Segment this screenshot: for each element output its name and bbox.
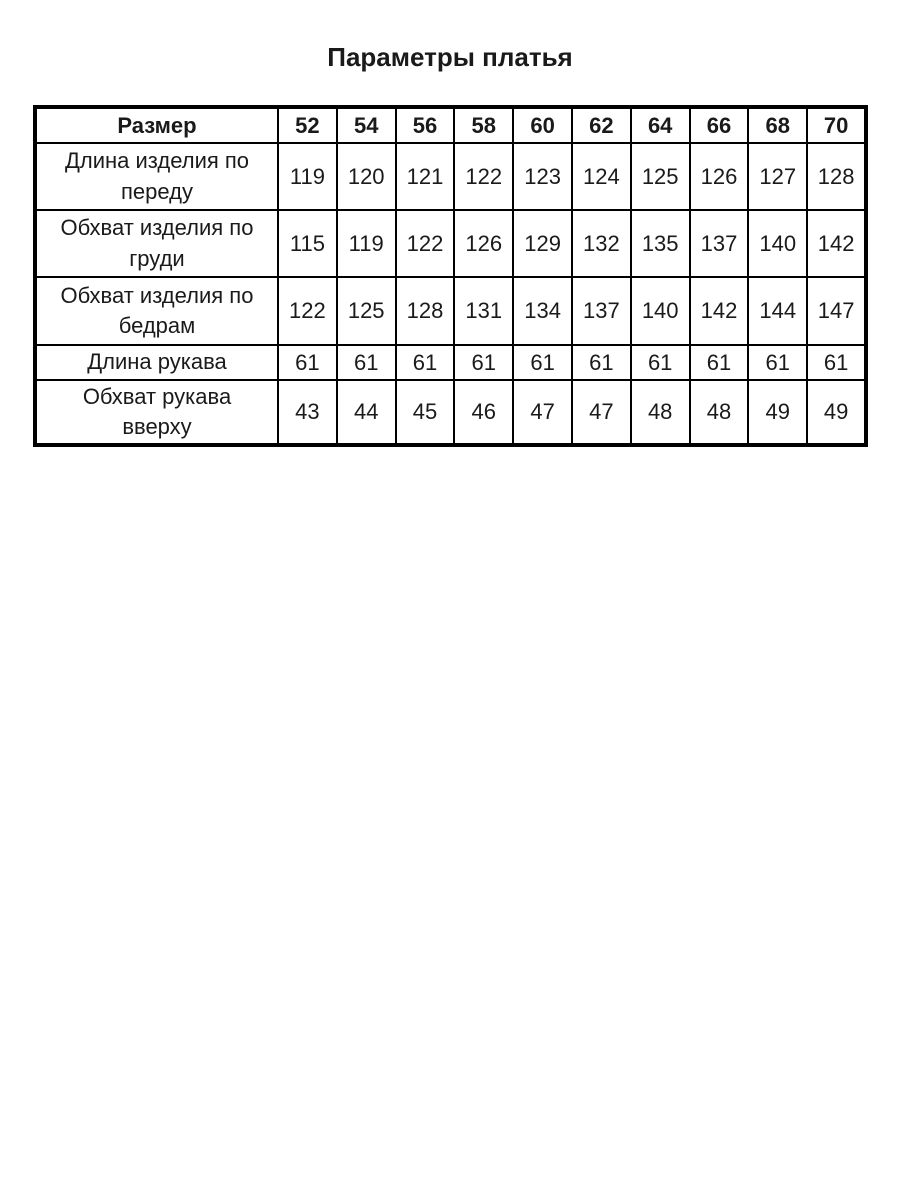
value-cell: 123 bbox=[513, 143, 572, 210]
value-cell: 124 bbox=[572, 143, 631, 210]
value-cell: 47 bbox=[572, 380, 631, 445]
value-cell: 131 bbox=[454, 277, 513, 345]
value-cell: 129 bbox=[513, 210, 572, 277]
row-label-cell: Обхват изделия по бедрам bbox=[35, 277, 278, 345]
value-cell: 61 bbox=[337, 345, 396, 380]
value-cell: 125 bbox=[337, 277, 396, 345]
value-cell: 48 bbox=[631, 380, 690, 445]
size-header-cell: 58 bbox=[454, 107, 513, 143]
value-cell: 47 bbox=[513, 380, 572, 445]
value-cell: 137 bbox=[690, 210, 749, 277]
table-body bbox=[35, 143, 866, 445]
row-label-cell: Длина изделия по переду bbox=[35, 143, 278, 210]
row-label-cell: Обхват изделия по груди bbox=[35, 210, 278, 277]
value-cell: 61 bbox=[690, 345, 749, 380]
value-cell: 43 bbox=[278, 380, 337, 445]
value-cell: 46 bbox=[454, 380, 513, 445]
size-chart-container bbox=[33, 105, 868, 447]
table-row bbox=[35, 143, 866, 210]
value-cell: 61 bbox=[807, 345, 866, 380]
page-title: Параметры платья bbox=[327, 42, 573, 72]
row-label-cell: Длина рукава bbox=[35, 345, 278, 380]
table-row bbox=[35, 277, 866, 345]
size-header-cell: 52 bbox=[278, 107, 337, 143]
value-cell: 61 bbox=[278, 345, 337, 380]
value-cell: 121 bbox=[396, 143, 455, 210]
value-cell: 137 bbox=[572, 277, 631, 345]
value-cell: 142 bbox=[690, 277, 749, 345]
size-header-cell: 68 bbox=[748, 107, 807, 143]
value-cell: 140 bbox=[748, 210, 807, 277]
size-header-cell: 54 bbox=[337, 107, 396, 143]
value-cell: 61 bbox=[631, 345, 690, 380]
size-header-cell: 70 bbox=[807, 107, 866, 143]
value-cell: 61 bbox=[748, 345, 807, 380]
value-cell: 126 bbox=[454, 210, 513, 277]
size-header-cell: 62 bbox=[572, 107, 631, 143]
value-cell: 61 bbox=[396, 345, 455, 380]
value-cell: 122 bbox=[396, 210, 455, 277]
size-header-cell: 60 bbox=[513, 107, 572, 143]
value-cell: 126 bbox=[690, 143, 749, 210]
value-cell: 61 bbox=[513, 345, 572, 380]
header-corner-cell: Размер bbox=[35, 107, 278, 143]
value-cell: 128 bbox=[396, 277, 455, 345]
value-cell: 119 bbox=[337, 210, 396, 277]
value-cell: 140 bbox=[631, 277, 690, 345]
value-cell: 61 bbox=[454, 345, 513, 380]
row-label-cell: Обхват рукава вверху bbox=[35, 380, 278, 445]
value-cell: 115 bbox=[278, 210, 337, 277]
value-cell: 122 bbox=[278, 277, 337, 345]
value-cell: 134 bbox=[513, 277, 572, 345]
table-row bbox=[35, 210, 866, 277]
size-header-cell: 64 bbox=[631, 107, 690, 143]
value-cell: 61 bbox=[572, 345, 631, 380]
value-cell: 128 bbox=[807, 143, 866, 210]
value-cell: 44 bbox=[337, 380, 396, 445]
value-cell: 119 bbox=[278, 143, 337, 210]
value-cell: 142 bbox=[807, 210, 866, 277]
size-header-cell: 56 bbox=[396, 107, 455, 143]
value-cell: 135 bbox=[631, 210, 690, 277]
value-cell: 120 bbox=[337, 143, 396, 210]
value-cell: 127 bbox=[748, 143, 807, 210]
value-cell: 48 bbox=[690, 380, 749, 445]
value-cell: 45 bbox=[396, 380, 455, 445]
size-chart-table bbox=[33, 105, 868, 447]
table-header bbox=[35, 107, 866, 143]
value-cell: 132 bbox=[572, 210, 631, 277]
value-cell: 49 bbox=[748, 380, 807, 445]
value-cell: 144 bbox=[748, 277, 807, 345]
value-cell: 49 bbox=[807, 380, 866, 445]
value-cell: 147 bbox=[807, 277, 866, 345]
size-header-cell: 66 bbox=[690, 107, 749, 143]
table-row bbox=[35, 380, 866, 445]
value-cell: 125 bbox=[631, 143, 690, 210]
value-cell: 122 bbox=[454, 143, 513, 210]
table-row bbox=[35, 345, 866, 380]
header-row bbox=[35, 107, 866, 143]
